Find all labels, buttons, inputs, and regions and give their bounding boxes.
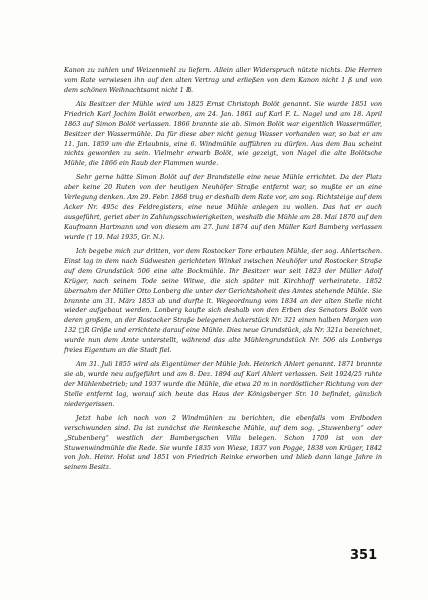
paragraph: Als Besitzer der Mühle wird um 1825 Ernst Christoph Bolöt genannt. Sie wurde 1851 von Friedrich Karl Jochim Bolöt erworben, am 24. Jan. 1861 auf Karl F. L. Nagel und am 18. April 1863 auf Simon Bolöt verlassen. 1866 brannte sie ab. Simon Bolöt war eigentlich Wassermüller, Besitzer der Wassermühle. Da für diese aber nicht genug Wasser vorhanden war, so bat er am 11. Jan. 1859 um die Erlaubnis, eine 6. Windmühle aufführen zu dürfen. Aus dem Bau scheint nichts geworden zu sein. Vielmehr erwarb Bolöt, wie gezeigt, von Nagel die alte Bolötsche Mühle, die 1866 ein Raub der Flammen wurde. xyxy=(64,99,382,168)
paragraph: Am 31. Juli 1855 wird als Eigentümer der Mühle Joh. Heinrich Ahlert genannt. 1871 brannte sie ab, wurde neu aufgeführt und am 8. Dez. 1894 auf Karl Ahlert verlassen. Seit 1924/25 ruhte der Mühlenbetrieb; und 1937 wurde die Mühle, die etwa 20 m in nordöstlicher Richtung von der Stelle entfernt lag, worauf sich heute das Haus der Königsberger Str. 10 befindet, gänzlich niedergerissen. xyxy=(64,360,382,408)
body-text xyxy=(64,66,382,477)
paragraph: Jetzt habe ich noch von 2 Windmühlen zu berichten, die ebenfalls vom Erdboden verschwunden sind. Da ist zunächst die Reinkesche Mühle, auf dem sog. „Stuwenberg“ oder „Stubenberg“ westlich der Bambergschen Villa belegen. Schon 1709 ist von der Stuwenwindmühle die Rede. Sie wurde 1835 von Wiese, 1837 von Pogge, 1838 von Krüger, 1842 von Joh. Heinr. Holst und 1851 von Friedrich Reinke erworben und blieb dann lange Jahre in seinem Besitz. xyxy=(64,413,382,472)
paragraph: Sehr gerne hätte Simon Bolöt auf der Brandstelle eine neue Mühle errichtet. Da der Platz aber keine 20 Ruten von der heutigen Neuhöfer Straße entfernt war, so mußte er an eine Verlegung denken. Am 29. Febr. 1868 trug er deshalb dem Rate vor, am sog. Richtsteige auf dem Acker Nr. 495c des Feldregisters, eine neue Mühle anlegen zu wollen. Das hat er auch ausgeführt, geriet aber in Zahlungsschwierigkeiten, weshalb die Mühle am 28. Mai 1870 auf den Kaufmann Hartmann und von diesem am 27. Juni 1874 auf den Müller Karl Bamberg verlassen wurde († 19. Mai 1935, Gr. N.). xyxy=(64,173,382,241)
page-number: 351 xyxy=(350,548,378,563)
paragraph: Kanon zu zahlen und Weizenmehl zu liefern. Allein aller Widerspruch nützte nichts. Die Herren vom Rate verwiesen ihn auf den alten Vertrag und erließen von dem Kanon nicht 1 ß und von dem schönen Weihnachtsamt nicht 1 ℔. xyxy=(64,66,382,94)
paragraph: Ich begebe mich zur dritten, vor dem Rostocker Tore erbauten Mühle, der sog. Ahlertschen. Einst lag in dem nach Südwesten gerichteten Winkel zwischen Neuhöfer und Rostocker Straße auf dem Grundstück 506 eine alte Bockmühle. Ihr Besitzer war seit 1823 der Müller Adolf Krüger, nach seinem Tode seine Witwe, die sich später mit Kirchhoff verheiratete. 1852 übernahm der Müller Otto Lonberg die unter der Gerichtshoheit des Amtes stehende Mühle. Sie brannte am 31. März 1853 ab und durfte lt. Wegeordnung vom 1834 an der alten Stelle nicht wieder aufgebaut werden. Lonberg kaufte sich deshalb von den Erben des Senators Bolöt von deren großem, an der Rostocker Straße belegenen Ackerstück Nr. 321 einen halben Morgen von 132 □R Größe und errichtete darauf eine Mühle. Dies neue Grundstück, als Nr. 321a bezeichnet, wurde nun dem Amte unterstellt, während das alte Mühlengrundstück Nr. 506 als Lonbergs freies Eigentum an die Stadt fiel. xyxy=(64,246,382,355)
